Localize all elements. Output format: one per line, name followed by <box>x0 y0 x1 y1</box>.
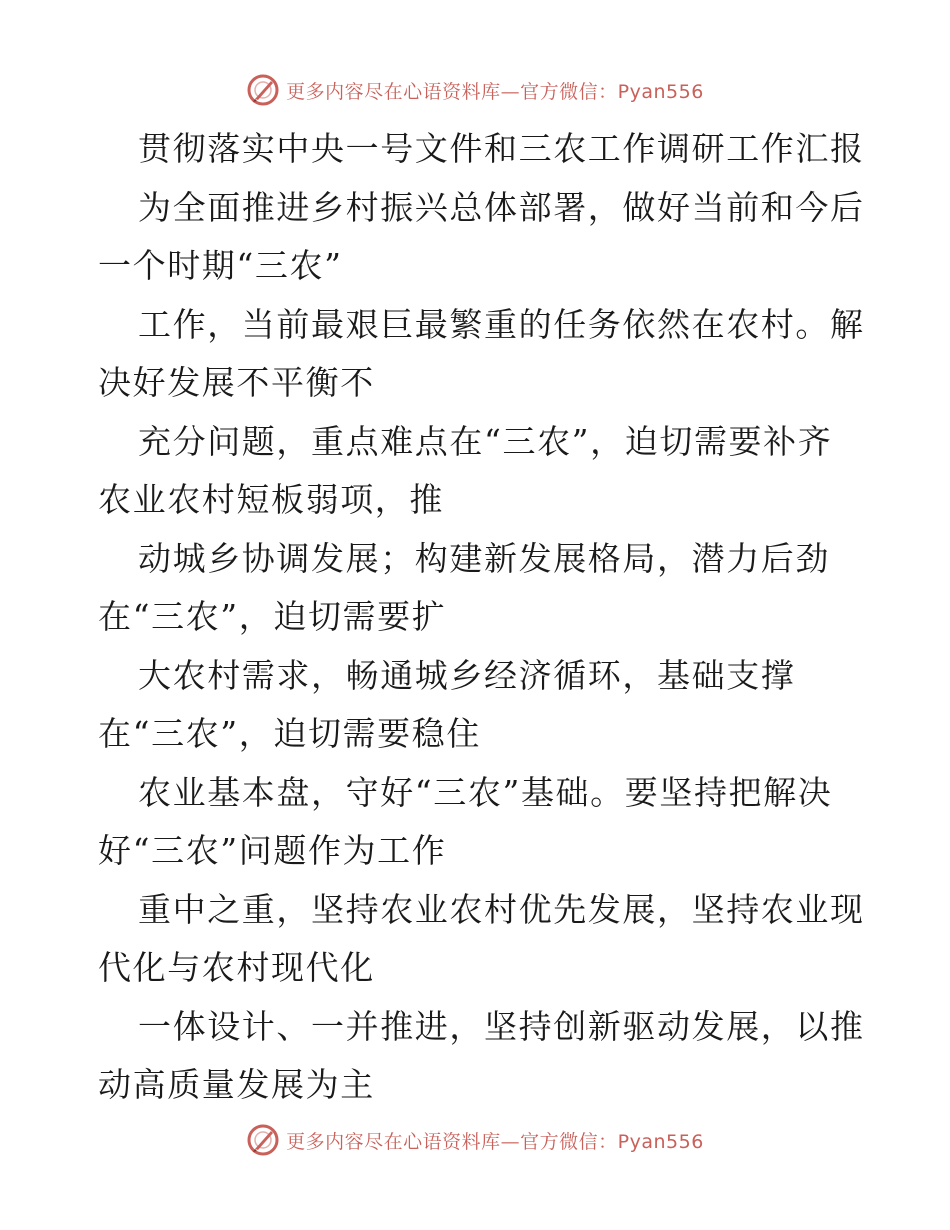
text-line: 动城乡协调发展；构建新发展格局，潜力后劲 <box>138 538 830 578</box>
text-line: 在“三农”，迫切需要扩 <box>98 597 447 636</box>
text-line: 充分问题，重点难点在“三农”，迫切需要补齐 <box>138 421 833 461</box>
text-line: 代化与农村现代化 <box>98 948 375 987</box>
quill-logo-icon <box>246 1123 280 1157</box>
text-line: 工作，当前最艰巨最繁重的任务依然在农村。解 <box>138 304 865 344</box>
text-line: 动高质量发展为主 <box>98 1065 375 1104</box>
banner-wechat: 官方微信：Pyan556 <box>520 1130 704 1153</box>
text-line: 农业基本盘，守好“三农”基础。要坚持把解决 <box>138 772 833 812</box>
banner-dash: — <box>500 80 521 103</box>
banner-wechat: 官方微信：Pyan556 <box>520 80 704 103</box>
text-line: 大农村需求，畅通城乡经济循环，基础支撑 <box>138 655 796 695</box>
text-line: 一个时期“三农” <box>98 246 343 285</box>
header-watermark-banner <box>0 70 950 110</box>
quill-logo-icon <box>246 73 280 107</box>
text-line: 农业农村短板弱项，推 <box>98 480 444 519</box>
banner-dash: — <box>500 1130 521 1153</box>
text-line: 在“三农”，迫切需要稳住 <box>98 714 481 753</box>
footer-watermark-banner <box>0 1120 950 1160</box>
text-line: 为全面推进乡村振兴总体部署，做好当前和今后 <box>138 187 865 227</box>
text-line: 一体设计、一并推进，坚持创新驱动发展，以推 <box>138 1006 865 1046</box>
document-title: 贯彻落实中央一号文件和三农工作调研工作汇报 <box>138 129 865 168</box>
text-line: 重中之重，坚持农业农村优先发展，坚持农业现 <box>138 889 865 929</box>
text-line: 好“三农”问题作为工作 <box>98 831 447 870</box>
banner-site-name: 更多内容尽在心语资料库 <box>286 80 501 103</box>
banner-text <box>286 77 704 104</box>
text-line: 决好发展不平衡不 <box>98 363 375 402</box>
banner-text <box>286 1127 704 1154</box>
document-body <box>98 120 868 1115</box>
banner-site-name: 更多内容尽在心语资料库 <box>286 1130 501 1153</box>
